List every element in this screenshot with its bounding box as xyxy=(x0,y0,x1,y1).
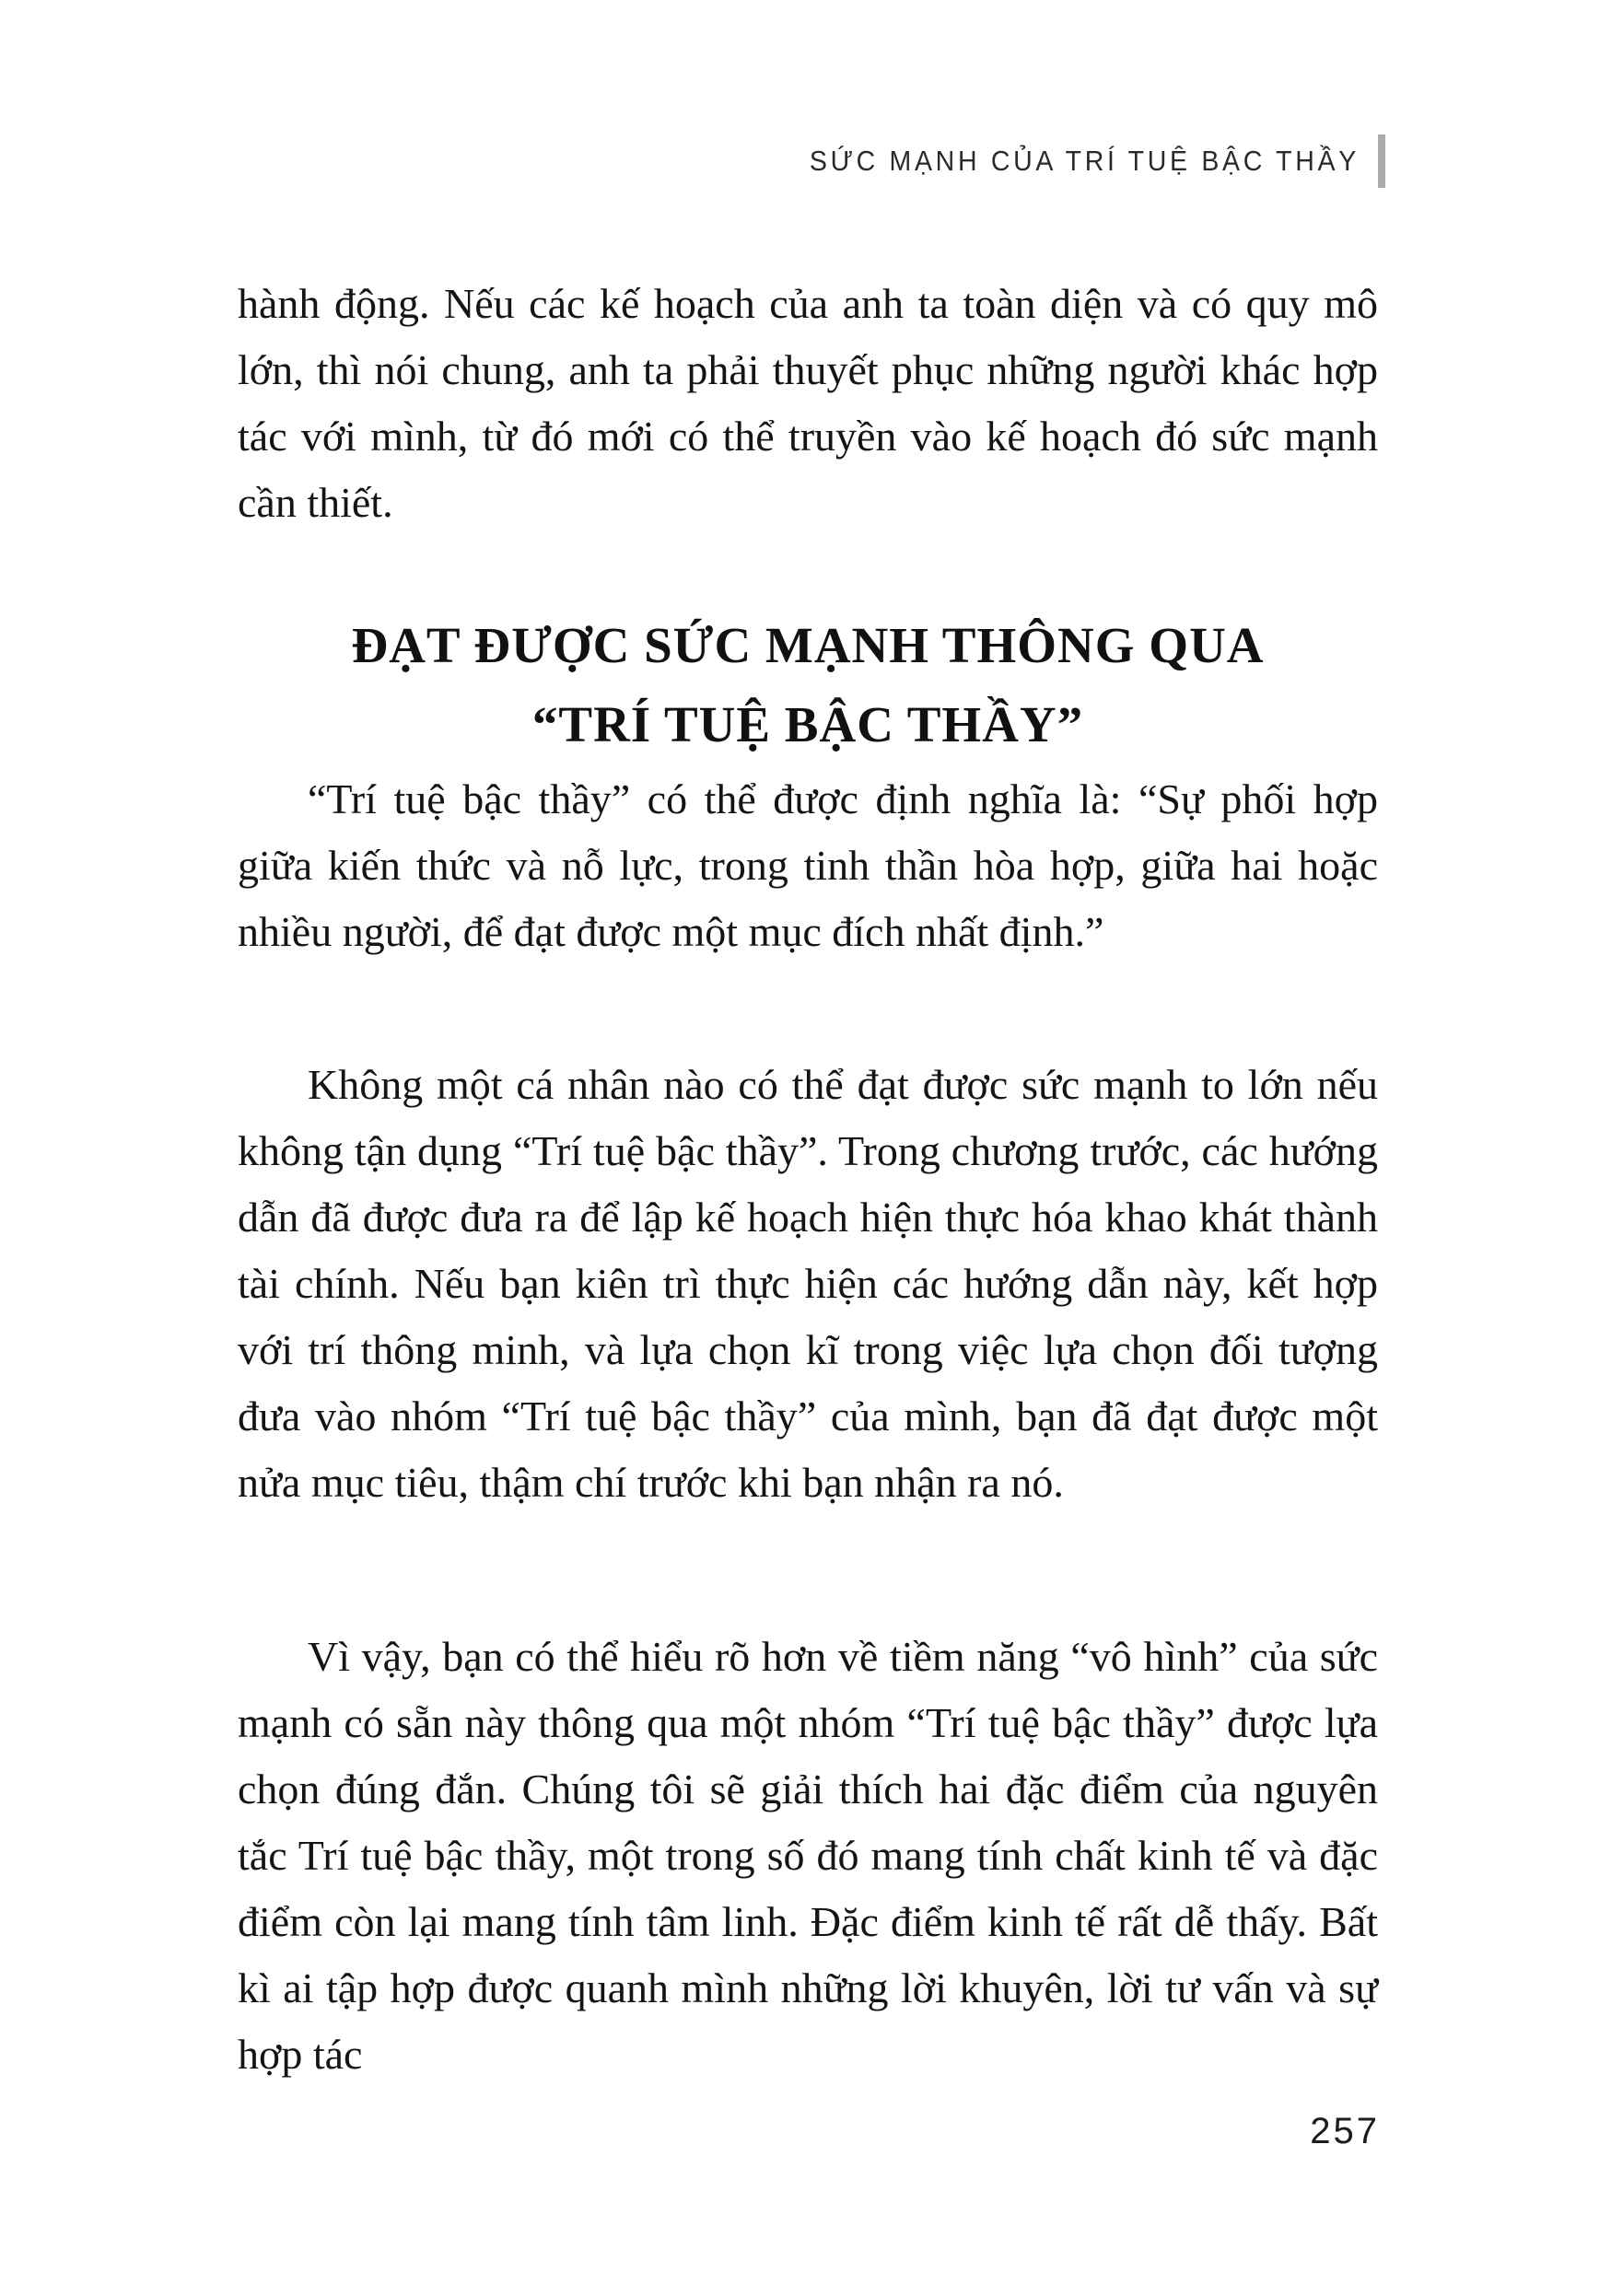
paragraph-continuation: hành động. Nếu các kế hoạch của anh ta toàn diện và có quy mô lớn, thì nói chung, anh ta phải thuyết phục những người khác hợp tác với mình, từ đó mới có thể truyền vào kế hoạch đó sức mạnh cần thiết. xyxy=(238,280,1378,526)
section-heading xyxy=(238,606,1378,764)
section-heading-line-2: “TRÍ TUỆ BẬC THẦY” xyxy=(531,696,1084,752)
running-head-title: SỨC MẠNH CỦA TRÍ TUỆ BẬC THẦY xyxy=(810,145,1360,177)
page-number: 257 xyxy=(1310,2111,1380,2151)
paragraph-body: Không một cá nhân nào có thể đạt được sức mạnh to lớn nếu không tận dụng “Trí tuệ bậc thầy”. Trong chương trước, các hướng dẫn đã được đưa ra để lập kế hoạch hiện thực hóa khao khát thành tài chính. Nếu bạn kiên trì thực hiện các hướng dẫn này, kết hợp với trí thông minh, và lựa chọn kĩ trong việc lựa chọn đối tượng đưa vào nhóm “Trí tuệ bậc thầy” của mình, bạn đã đạt được một nửa mục tiêu, thậm chí trước khi bạn nhận ra nó. xyxy=(238,1061,1378,1506)
running-header xyxy=(238,134,1385,188)
header-rule-bar xyxy=(1378,134,1385,188)
paragraph-definition: “Trí tuệ bậc thầy” có thể được định nghĩa là: “Sự phối hợp giữa kiến thức và nỗ lực, trong tinh thần hòa hợp, giữa hai hoặc nhiều người, để đạt được một mục đích nhất định.” xyxy=(238,775,1378,955)
section-heading-line-1: ĐẠT ĐƯỢC SỨC MẠNH THÔNG QUA xyxy=(351,617,1265,673)
paragraph-body: Vì vậy, bạn có thể hiểu rõ hơn về tiềm năng “vô hình” của sức mạnh có sẵn này thông qua một nhóm “Trí tuệ bậc thầy” được lựa chọn đúng đắn. Chúng tôi sẽ giải thích hai đặc điểm của nguyên tắc Trí tuệ bậc thầy, một trong số đó mang tính chất kinh tế và đặc điểm còn lại mang tính tâm linh. Đặc điểm kinh tế rất dễ thấy. Bất kì ai tập hợp được quanh mình những lời khuyên, lời tư vấn và sự hợp tác xyxy=(238,1633,1378,2078)
